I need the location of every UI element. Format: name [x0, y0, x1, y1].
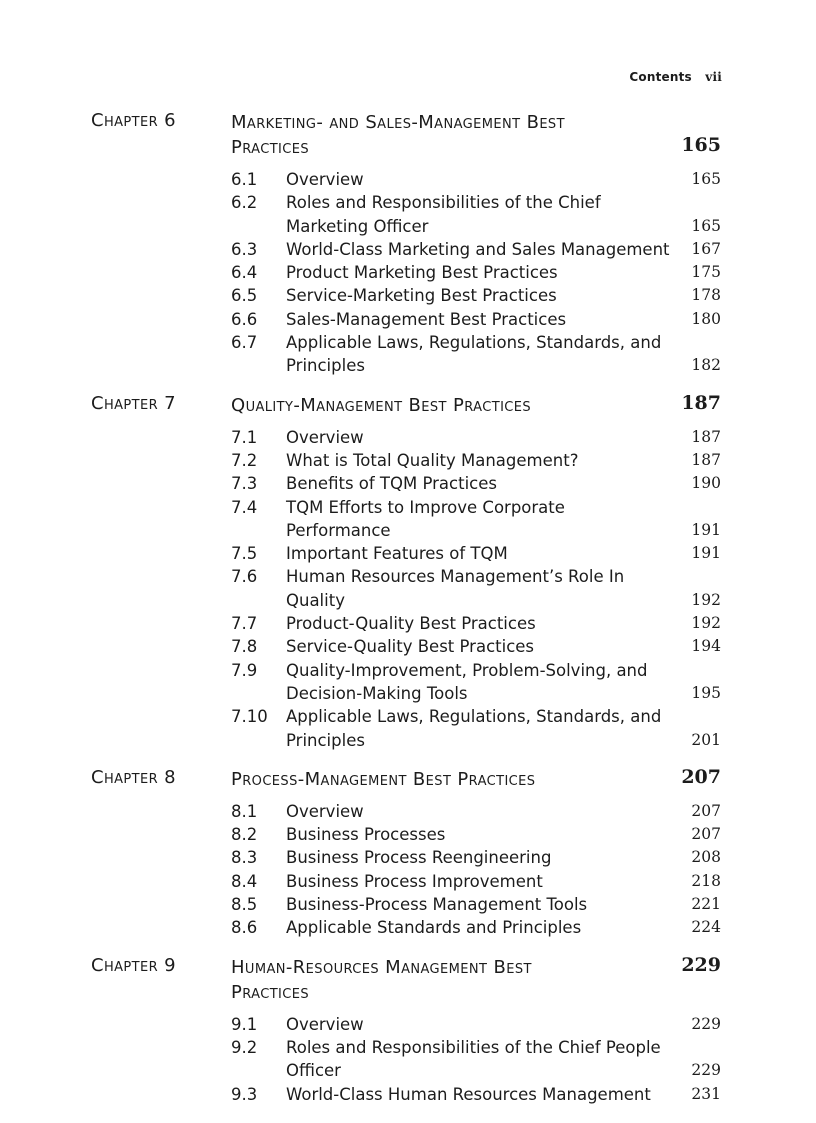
chapter-9[interactable]	[0, 955, 816, 1106]
chapter-title[interactable]: Process-Management Best Practices	[231, 768, 536, 790]
section-title: Product-Quality Best Practices	[286, 614, 536, 634]
section-page: 229	[691, 1061, 721, 1080]
toc-entry[interactable]	[0, 705, 816, 752]
section-page: 182	[691, 356, 721, 375]
section-title: Applicable Laws, Regulations, Standards, and Principles	[286, 707, 662, 750]
section-list	[0, 426, 816, 752]
section-page: 221	[691, 895, 721, 914]
section-number: 9.1	[231, 1014, 258, 1034]
section-page: 207	[691, 801, 721, 820]
section-page: 229	[691, 1014, 721, 1033]
page-number: vii	[705, 70, 722, 84]
section-title: Sales-Management Best Practices	[286, 309, 567, 329]
chapter-title[interactable]: Human-Resources Management Best Practices	[231, 956, 532, 1003]
section-number: 7.5	[231, 544, 258, 564]
toc-entry[interactable]	[0, 426, 816, 449]
section-number: 6.4	[231, 263, 258, 283]
section-number: 8.3	[231, 848, 258, 868]
section-page: 178	[691, 286, 721, 305]
section-title: Important Features of TQM	[286, 544, 508, 564]
section-title: Business-Process Management Tools	[286, 895, 588, 915]
section-number: 8.1	[231, 801, 258, 821]
chapter-6[interactable]	[0, 110, 816, 378]
section-title: Business Process Improvement	[286, 871, 543, 891]
section-number: 9.3	[231, 1084, 258, 1104]
toc-entry[interactable]	[0, 449, 816, 472]
toc-entry[interactable]	[0, 565, 816, 612]
section-number: 7.4	[231, 497, 258, 517]
toc-entry[interactable]	[0, 635, 816, 658]
section-number: 7.6	[231, 567, 258, 587]
section-number: 7.10	[231, 707, 268, 727]
running-head	[629, 70, 722, 84]
section-number: 6.7	[231, 333, 258, 353]
section-number: 8.2	[231, 825, 258, 845]
toc-entry[interactable]	[0, 284, 816, 307]
section-title: What is Total Quality Management?	[286, 450, 579, 470]
section-page: 201	[691, 730, 721, 749]
section-list	[0, 800, 816, 940]
toc-entry[interactable]	[0, 1036, 816, 1083]
toc-entry[interactable]	[0, 916, 816, 939]
section-page: 224	[691, 918, 721, 937]
toc-entry[interactable]	[0, 238, 816, 261]
section-page: 191	[691, 520, 721, 539]
toc-entry[interactable]	[0, 800, 816, 823]
section-title: Service-Quality Best Practices	[286, 637, 535, 657]
section-page: 218	[691, 871, 721, 890]
section-page: 194	[691, 637, 721, 656]
chapter-label: Chapter 7	[91, 392, 177, 414]
toc-entry[interactable]	[0, 612, 816, 635]
section-number: 7.1	[231, 427, 258, 447]
toc-entry[interactable]	[0, 331, 816, 378]
section-page: 195	[691, 683, 721, 702]
section-title: Overview	[286, 427, 364, 447]
section-title: Roles and Responsibilities of the Chief People Officer	[286, 1037, 661, 1081]
section-title: Overview	[286, 1014, 364, 1034]
section-title: Applicable Standards and Principles	[286, 918, 582, 938]
chapter-title[interactable]: Quality-Management Best Practices	[231, 394, 532, 416]
section-list	[0, 168, 816, 378]
running-head-label: Contents	[629, 70, 692, 84]
toc-entry[interactable]	[0, 1083, 816, 1106]
toc-entry[interactable]	[0, 496, 816, 543]
section-page: 187	[691, 450, 721, 469]
section-title: World-Class Marketing and Sales Management	[286, 239, 670, 259]
section-page: 208	[691, 848, 721, 867]
section-title: Business Process Reengineering	[286, 848, 552, 868]
table-of-contents	[0, 110, 816, 1106]
toc-entry[interactable]	[0, 1013, 816, 1036]
section-list	[0, 1013, 816, 1106]
section-number: 7.3	[231, 474, 258, 494]
section-title: Overview	[286, 170, 364, 189]
section-number: 8.6	[231, 918, 258, 938]
section-title: World-Class Human Resources Management	[286, 1084, 651, 1104]
section-title: Service-Marketing Best Practices	[286, 286, 557, 306]
section-number: 8.4	[231, 871, 258, 891]
section-page: 207	[691, 825, 721, 844]
section-title: Overview	[286, 801, 364, 821]
section-page: 191	[691, 544, 721, 563]
toc-entry[interactable]	[0, 893, 816, 916]
section-number: 6.5	[231, 286, 258, 306]
toc-entry[interactable]	[0, 542, 816, 565]
toc-entry[interactable]	[0, 472, 816, 495]
section-number: 7.9	[231, 660, 258, 680]
section-page: 192	[691, 590, 721, 609]
toc-entry[interactable]	[0, 308, 816, 331]
section-page: 192	[691, 614, 721, 633]
section-title: Roles and Responsibilities of the Chief Marketing Officer	[286, 193, 601, 236]
chapter-page: 165	[681, 134, 721, 156]
chapter-title[interactable]: Marketing- and Sales-Management Best Practices	[231, 112, 565, 158]
section-number: 7.7	[231, 614, 258, 634]
section-page: 175	[691, 263, 721, 282]
chapter-page: 207	[681, 765, 721, 788]
chapter-page: 229	[681, 953, 721, 976]
toc-entry[interactable]	[0, 261, 816, 284]
chapter-8[interactable]	[0, 767, 816, 940]
section-number: 6.1	[231, 170, 258, 189]
section-number: 8.5	[231, 895, 258, 915]
toc-entry[interactable]	[0, 846, 816, 869]
section-number: 6.3	[231, 239, 258, 259]
section-page: 180	[691, 309, 721, 328]
section-number: 9.2	[231, 1037, 258, 1057]
chapter-7[interactable]	[0, 393, 816, 752]
section-title: Business Processes	[286, 825, 446, 845]
section-number: 6.2	[231, 193, 258, 213]
section-number: 6.6	[231, 309, 258, 329]
chapter-label: Chapter 6	[91, 110, 177, 131]
toc-entry[interactable]	[0, 191, 816, 238]
section-title: Quality-Improvement, Problem-Solving, and Decision-Making Tools	[286, 660, 648, 703]
section-title: TQM Efforts to Improve Corporate Performance	[286, 497, 565, 540]
section-title: Applicable Laws, Regulations, Standards, and Principles	[286, 333, 662, 376]
section-title: Benefits of TQM Practices	[286, 474, 497, 494]
section-page: 165	[691, 216, 721, 235]
chapter-label: Chapter 8	[91, 766, 177, 788]
section-title: Human Resources Management’s Role In Quality	[286, 567, 625, 610]
toc-entry[interactable]	[0, 870, 816, 893]
section-page: 190	[691, 474, 721, 493]
section-number: 7.2	[231, 450, 258, 470]
section-page: 187	[691, 427, 721, 446]
section-page: 231	[691, 1084, 721, 1103]
toc-entry[interactable]	[0, 823, 816, 846]
toc-entry[interactable]	[0, 659, 816, 706]
chapter-page: 187	[681, 391, 721, 414]
section-title: Product Marketing Best Practices	[286, 263, 558, 283]
chapter-label: Chapter 9	[91, 954, 177, 976]
section-page: 165	[691, 170, 721, 188]
toc-entry[interactable]	[0, 168, 816, 191]
section-page: 167	[691, 239, 721, 258]
section-number: 7.8	[231, 637, 258, 657]
